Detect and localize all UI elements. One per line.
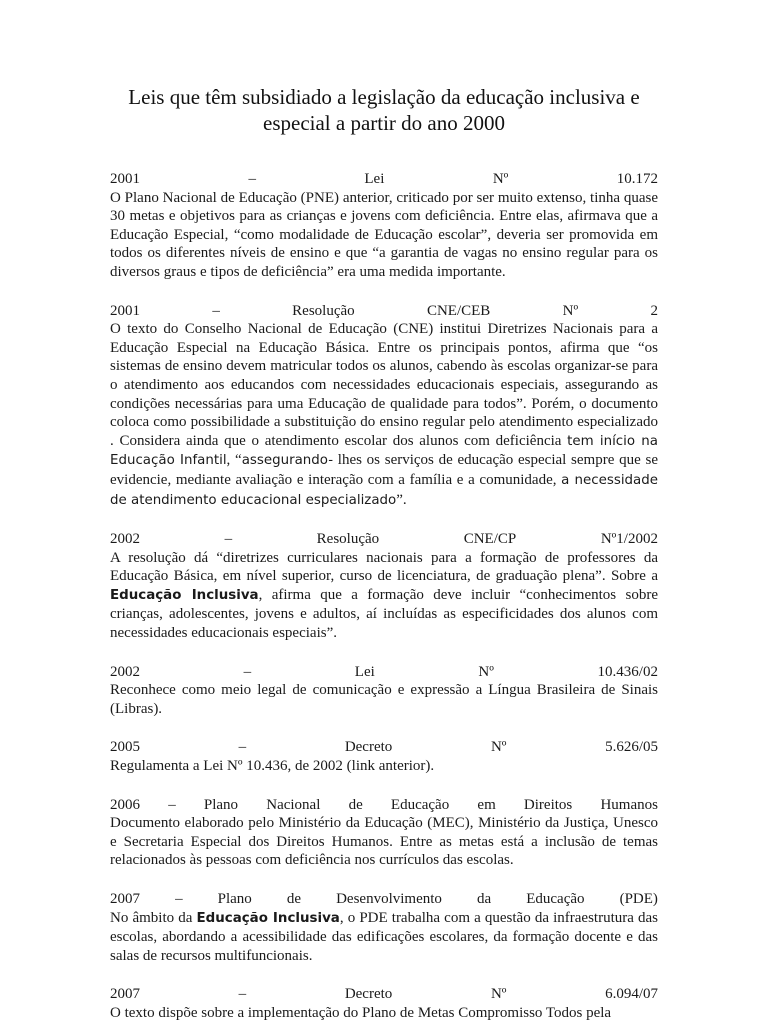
heading-token: Humanos	[600, 796, 658, 813]
law-entry-heading	[110, 890, 658, 909]
description-text: A resolução dá “diretrizes curriculares nacionais para a formação de professores da Educação Básica, em nível superior, curso de licenciatura, de graduação plena”. Sobre a	[110, 549, 658, 585]
law-entry	[110, 796, 658, 870]
heading-token: Nº	[492, 171, 509, 187]
description-text: , o PDE trabalha com a questão da infraestrutura das escolas, abordando a acessibilidade das edificações escolares, da formação docente e das salas de recursos multifuncionais.	[110, 909, 659, 964]
heading-token: –	[175, 891, 183, 907]
law-entry-heading	[110, 302, 658, 321]
law-entry	[110, 530, 658, 643]
heading-token: –	[238, 739, 247, 756]
heading-token: Educação	[390, 796, 450, 813]
law-entry-description	[110, 909, 658, 966]
heading-token: Plano	[217, 891, 252, 907]
page-title: Leis que têm subsidiado a legislação da educação inclusiva e especial a partir do ano 2000	[128, 85, 640, 135]
description-text: lhes os serviços de educação especial sempre que se evidencie, mediante avaliação e interação com a família e a comunidade,	[110, 452, 658, 488]
heading-token: de	[286, 891, 302, 907]
heading-token: Plano	[203, 796, 239, 813]
heading-token: Resolução	[292, 302, 355, 319]
law-entry	[110, 738, 658, 775]
highlighted-text: assegurando-	[241, 453, 334, 469]
law-entry	[110, 985, 658, 1022]
heading-token: CNE/CP	[463, 531, 517, 548]
heading-token: Decreto	[344, 986, 393, 1003]
heading-token: –	[243, 663, 252, 680]
heading-token: Nº	[490, 986, 507, 1003]
law-entry-heading	[110, 530, 658, 549]
law-entry-description	[110, 1004, 658, 1023]
law-entry-heading	[110, 663, 658, 682]
heading-token: 2005	[110, 739, 140, 756]
description-text: Reconhece como meio legal de comunicação e expressão a Língua Brasileira de Sinais (Libras).	[110, 682, 658, 717]
highlighted-text: a necessidade de atendimento educacional especializado	[110, 472, 658, 508]
heading-token: Nacional	[266, 796, 321, 813]
heading-token: 2002	[110, 663, 140, 680]
highlighted-text: Educação Inclusiva	[110, 587, 259, 603]
heading-token: –	[238, 986, 247, 1003]
heading-token: 2002	[110, 531, 140, 548]
heading-token: (PDE)	[619, 891, 658, 907]
heading-token: 10.172	[616, 171, 658, 187]
description-text: ”.	[396, 491, 407, 508]
heading-token: Nº1/2002	[600, 531, 658, 548]
heading-token: –	[212, 302, 220, 319]
heading-token: Resolução	[316, 531, 380, 548]
heading-token: 2001	[110, 302, 140, 319]
heading-token: Desenvolvimento	[336, 891, 442, 907]
law-entry	[110, 302, 658, 511]
description-text: No âmbito da	[110, 909, 197, 926]
highlighted-text: tem início na Educação Infantil	[110, 433, 658, 469]
description-text: , afirma que a formação deve incluir “conhecimentos sobre crianças, adolescentes, jovens e adultos, aí incluídas as especificidades dos alunos com necessidades educacionais especiais”.	[110, 586, 658, 642]
law-entry-heading	[110, 985, 658, 1004]
law-entry	[110, 170, 658, 282]
heading-token: CNE/CEB	[426, 302, 491, 319]
heading-token: –	[248, 171, 256, 187]
heading-token: 2006	[110, 796, 140, 813]
heading-token: Decreto	[344, 739, 393, 756]
description-text: O texto do Conselho Nacional de Educação (CNE) institui Diretrizes Nacionais para a Educação Especial na Educação Básica. Entre os principais pontos, afirma que “os sistemas de ensino devem matricular todos os alunos, cabendo às escolas organizar-se para o atendimento aos educandos com necessidades educacionais especiais, assegurando as condições necessárias para uma Educação de qualidade para todos”. Porém, o documento coloca como possibilidade a substituição do ensino regular pelo atendimento especializado . Considera ainda que o atendimento escolar dos alunos com deficiência	[110, 321, 658, 449]
heading-token: Nº	[562, 302, 579, 319]
heading-token: Lei	[364, 171, 385, 187]
law-entry-heading	[110, 170, 658, 189]
heading-token: Lei	[354, 663, 375, 680]
law-entry-description	[110, 189, 658, 282]
law-entry-description	[110, 549, 658, 643]
description-text: O Plano Nacional de Educação (PNE) anterior, criticado por ser muito extenso, tinha quase 30 metas e objetivos para as crianças e jovens com deficiência. Entre elas, afirmava que a Educação Especial, “como modalidade de Educação escolar”, deveria ser promovida em todos os diferentes níveis de ensino e que “a garantia de vagas no ensino regular para os diversos graus e tipos de deficiência” era uma medida importante.	[110, 189, 658, 280]
heading-token: 6.094/07	[605, 986, 658, 1003]
highlighted-text: Educação Inclusiva	[196, 910, 340, 926]
heading-token: 2007	[110, 986, 140, 1003]
law-entry	[110, 663, 658, 719]
description-text: , “	[226, 452, 242, 469]
heading-token: 10.436/02	[597, 663, 658, 680]
heading-token: –	[224, 531, 233, 548]
law-entry	[110, 890, 658, 965]
description-text: O texto dispõe sobre a implementação do Plano de Metas Compromisso Todos pela	[110, 1004, 612, 1021]
heading-token: de	[348, 796, 363, 813]
description-text: Documento elaborado pelo Ministério da Educação (MEC), Ministério da Justiça, Unesco e Secretaria Especial dos Direitos Humanos. Entre as metas está a inclusão de temas relacionados às pessoas com deficiência nos currículos das escolas.	[110, 815, 658, 869]
law-entry-description	[110, 814, 658, 870]
heading-token: –	[168, 796, 176, 813]
law-entry-heading	[110, 796, 658, 815]
heading-token: em	[477, 796, 496, 813]
heading-token: Nº	[478, 663, 494, 680]
law-entries-list	[110, 170, 658, 1023]
heading-token: 2	[650, 302, 658, 319]
law-entry-description	[110, 757, 658, 776]
heading-token: Direitos	[523, 796, 573, 813]
law-entry-heading	[110, 738, 658, 757]
heading-token: Educação	[526, 891, 585, 907]
heading-token: 2007	[110, 891, 140, 907]
law-entry-description	[110, 681, 658, 718]
heading-token: 5.626/05	[605, 739, 658, 756]
heading-token: Nº	[490, 739, 507, 756]
heading-token: 2001	[110, 171, 140, 187]
law-entry-description	[110, 320, 658, 510]
description-text: Regulamenta a Lei Nº 10.436, de 2002 (link anterior).	[110, 758, 435, 775]
heading-token: da	[476, 891, 492, 907]
